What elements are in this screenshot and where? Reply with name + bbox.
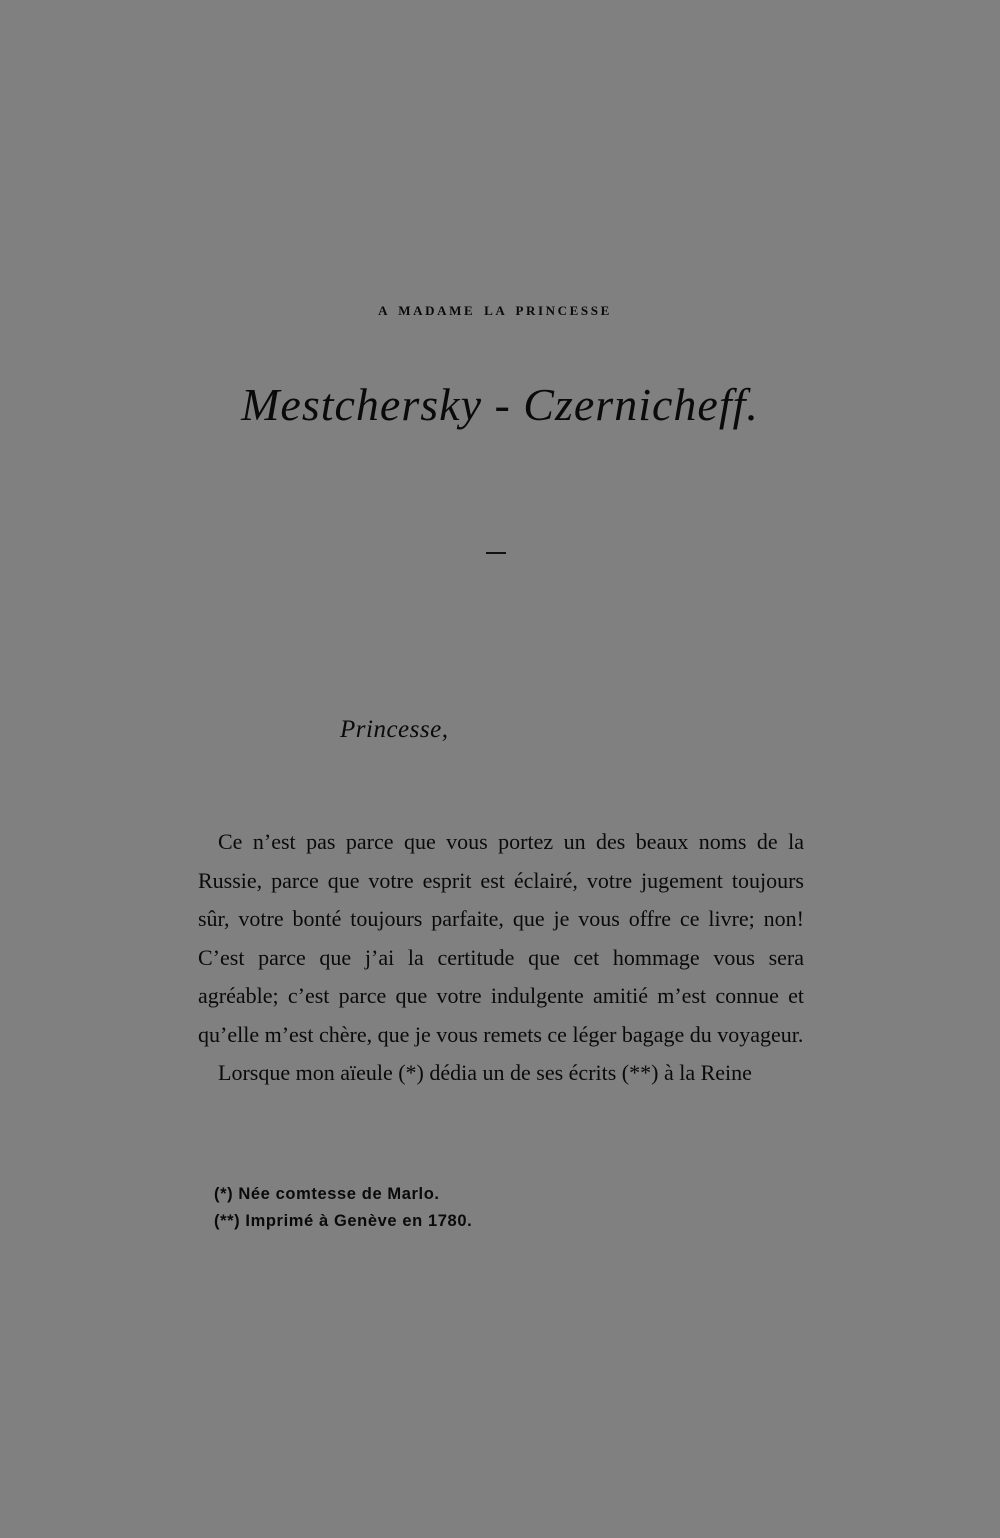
letter-paragraph: Ce n’est pas parce que vous portez un des beaux noms de la Russie, parce que votre esprit est éclairé, votre jugement toujours sûr, votre bonté toujours parfaite, que je vous offre ce livre; non! C’est parce que j’ai la certitude que cet hommage vous sera agréable; c’est parce que votre indulgente amitié m’est connue et qu’elle m’est chère, que je vous remets ce léger bagage du voyageur. — [198, 829, 804, 1047]
footnote: (**) Imprimé à Genève en 1780. — [214, 1212, 473, 1230]
letter-paragraph: Lorsque mon aïeule (*) dédia un de ses écrits (**) à la Reine — [218, 1060, 752, 1085]
salutation: Princesse, — [340, 716, 449, 743]
footnote: (*) Née comtesse de Marlo. — [214, 1185, 440, 1203]
footnotes — [214, 1181, 472, 1235]
separator-rule — [486, 552, 506, 554]
letter-body — [198, 823, 804, 1093]
dedication-heading: A MADAME LA PRINCESSE — [378, 303, 612, 318]
dedicatee-name: Mestchersky - Czernicheff. — [241, 379, 759, 430]
